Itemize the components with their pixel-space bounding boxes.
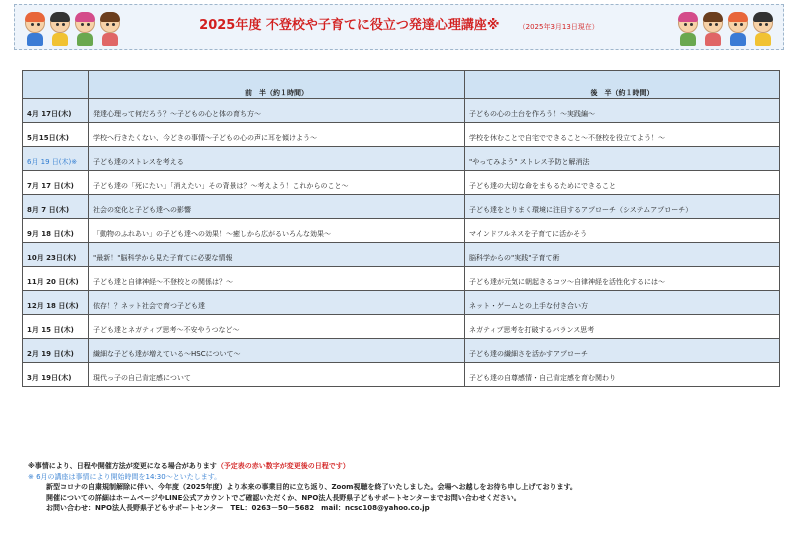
child-figure <box>701 9 725 47</box>
row-second-half: 子ども達の自尊感情・自己肯定感を育む関わり <box>465 363 780 387</box>
row-second-half: "やってみよう" ストレス予防と解消法 <box>465 147 780 171</box>
row-date: 12月 18 日(木) <box>23 291 89 315</box>
row-date: 1月 15 日(木) <box>23 315 89 339</box>
row-date: 10月 23日(木) <box>23 243 89 267</box>
note-change-red: （予定表の赤い数字が変更後の日程です） <box>216 462 350 470</box>
row-second-half: 子どもの心の土台を作ろう！～実践編～ <box>465 99 780 123</box>
row-first-half: 学校へ行きたくない、今どきの事情～子どもの心の声に耳を傾けよう～ <box>89 123 465 147</box>
child-figure <box>751 9 775 47</box>
row-first-half: 繊細な子ども達が増えている～HSCについて～ <box>89 339 465 363</box>
schedule-table <box>22 70 780 387</box>
row-second-half: 子ども達をとりまく環境に注目するアプローチ（システムアプローチ） <box>465 195 780 219</box>
row-date: 11月 20 日(木) <box>23 267 89 291</box>
note-contact: お問い合わせ：NPO法人長野県子どもサポートセンター TEL：0263－50－5682 mail：ncsc108@yahoo.co.jp <box>46 504 430 512</box>
header-second-half: 後 半（約１時間） <box>465 71 780 99</box>
page-header <box>14 4 784 50</box>
note-change-text: ※事情により、日程や開催方法が変更になる場合があります <box>28 462 217 470</box>
header-date <box>23 71 89 99</box>
table-row <box>23 267 780 291</box>
row-first-half: "最新！"脳科学から見た子育てに必要な情報 <box>89 243 465 267</box>
row-date: 8月 7 日(木) <box>23 195 89 219</box>
row-second-half: マインドフルネスを子育てに活かそう <box>465 219 780 243</box>
row-date: 6月 19 日(木)※ <box>23 147 89 171</box>
table-row <box>23 243 780 267</box>
row-first-half: 現代っ子の自己肯定感について <box>89 363 465 387</box>
row-second-half: 子ども達が元気に朝起きるコツ～自律神経を活性化するには～ <box>465 267 780 291</box>
row-date: 2月 19 日(木) <box>23 339 89 363</box>
row-first-half: 社会の変化と子ども達への影響 <box>89 195 465 219</box>
row-date: 3月 19日(木) <box>23 363 89 387</box>
title-text: 2025年度 不登校や子育てに役立つ発達心理講座※ <box>199 18 500 33</box>
children-illustration-right <box>676 9 775 47</box>
row-first-half: 依存！？ネット社会で育つ子ども達 <box>89 291 465 315</box>
note-change <box>28 461 577 472</box>
table-body <box>23 99 780 387</box>
table-row <box>23 123 780 147</box>
table-row <box>23 147 780 171</box>
table-row <box>23 339 780 363</box>
row-first-half: 子ども達のストレスを考える <box>89 147 465 171</box>
row-second-half: 子ども達の大切な命をまもるためにできること <box>465 171 780 195</box>
row-date: 9月 18 日(木) <box>23 219 89 243</box>
table-row <box>23 315 780 339</box>
row-second-half: ネット・ゲームとの上手な付き合い方 <box>465 291 780 315</box>
row-date: 7月 17 日(木) <box>23 171 89 195</box>
notes-section <box>28 461 577 514</box>
row-second-half: 学校を休むことで自宅でできること～不登校を役立てよう！～ <box>465 123 780 147</box>
child-figure <box>726 9 750 47</box>
row-second-half: 脳科学からの"実践"子育て術 <box>465 243 780 267</box>
table-row <box>23 363 780 387</box>
table-row <box>23 99 780 123</box>
row-first-half: 「動物のふれあい」の子ども達への効果！～癒しから広がるいろんな効果～ <box>89 219 465 243</box>
child-figure <box>676 9 700 47</box>
page-title <box>15 14 783 33</box>
note-details: 開催についての詳細はホームページやLINE公式アカウントでご確認いただくか、NPO法人長野県子どもサポートセンターまでお問い合わせください。 <box>46 493 521 502</box>
row-date: 4月 17日(木) <box>23 99 89 123</box>
table-row <box>23 291 780 315</box>
header-first-half: 前 半（約１時間） <box>89 71 465 99</box>
table-row <box>23 171 780 195</box>
row-first-half: 子ども達とネガティブ思考～不安やうつなど～ <box>89 315 465 339</box>
row-date: 5月15日(木) <box>23 123 89 147</box>
row-first-half: 発達心理って何だろう？～子どもの心と体の育ち方～ <box>89 99 465 123</box>
table-row <box>23 195 780 219</box>
row-first-half: 子ども達と自律神経～不登校との関係は？～ <box>89 267 465 291</box>
row-first-half: 子ども達の「死にたい」「消えたい」その背景は？～考えよう！これからのこと～ <box>89 171 465 195</box>
table-header-row <box>23 71 780 99</box>
table-row <box>23 219 780 243</box>
row-second-half: 子ども達の繊細さを活かすアプローチ <box>465 339 780 363</box>
updated-date: （2025年3月13日現在） <box>518 23 599 31</box>
row-second-half: ネガティブ思考を打破するバランス思考 <box>465 315 780 339</box>
note-covid: 新型コロナの自粛規制解除に伴い、今年度（2025年度）より本来の事業目的に立ち返り、Zoom視聴を終了いたしました。会場へお越しをお待ち申し上げております。 <box>46 483 577 491</box>
note-june: ※ 6月の講座は事情により開始時間を14:30～といたします。 <box>28 472 222 481</box>
